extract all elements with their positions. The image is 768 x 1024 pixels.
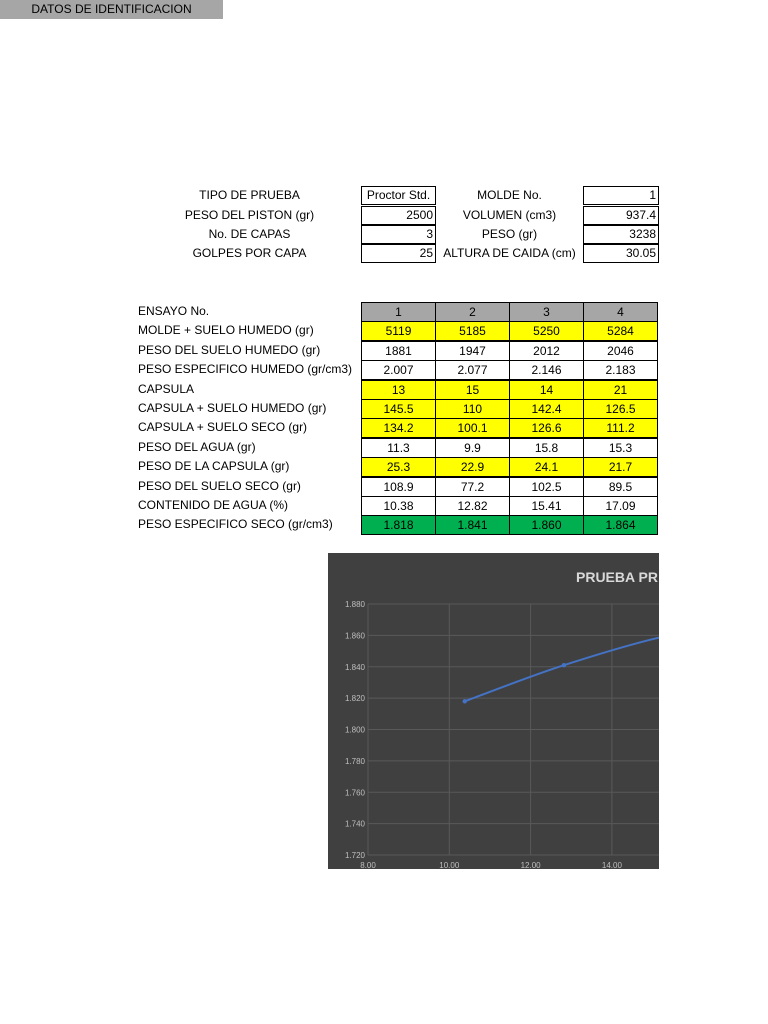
test-cell: 5250 [509,321,584,341]
id-left-value: Proctor Std. [361,186,436,205]
test-row-label: CAPSULA + SUELO HUMEDO (gr) [138,401,327,415]
test-cell: 77.2 [435,477,510,497]
test-cell: 1.841 [435,515,510,535]
test-row-label: PESO DEL SUELO HUMEDO (gr) [138,343,321,357]
test-cell: 134.2 [361,418,436,438]
test-cell: 1 [361,302,436,322]
id-right-label: MOLDE No. [477,188,542,202]
y-tick-label: 1.840 [344,662,365,672]
id-right-value: 937.4 [583,206,659,225]
test-cell: 21 [583,380,658,400]
test-cell: 22.9 [435,457,510,477]
test-cell: 1.818 [361,515,436,535]
chart-title: PRUEBA PR [576,569,658,585]
id-left-value: 3 [361,225,436,244]
test-cell: 111.2 [583,418,658,438]
y-tick-label: 1.760 [344,788,365,798]
test-cell: 142.4 [509,399,584,419]
id-left-label: GOLPES POR CAPA [192,246,307,260]
test-cell: 2012 [509,341,584,361]
test-cell: 145.5 [361,399,436,419]
test-cell: 10.38 [361,496,436,516]
test-cell: 89.5 [583,477,658,497]
test-cell: 5185 [435,321,510,341]
id-left-label: TIPO DE PRUEBA [199,188,300,202]
id-left-label: PESO DEL PISTON (gr) [184,208,315,222]
test-cell: 126.6 [509,418,584,438]
test-row-label: PESO DEL AGUA (gr) [138,440,256,454]
test-cell: 5119 [361,321,436,341]
test-cell: 24.1 [509,457,584,477]
test-cell: 2.077 [435,360,510,380]
test-cell: 17.09 [583,496,658,516]
test-cell: 110 [435,399,510,419]
y-tick-label: 1.780 [344,756,365,766]
id-right-value: 30.05 [583,244,659,263]
test-cell: 2.183 [583,360,658,380]
test-cell: 15 [435,380,510,400]
test-cell: 21.7 [583,457,658,477]
test-cell: 15.41 [509,496,584,516]
test-cell: 2 [435,302,510,322]
data-point [562,663,566,667]
y-tick-label: 1.800 [344,725,365,735]
id-right-value: 3238 [583,225,659,244]
id-right-value: 1 [583,186,659,205]
test-cell: 15.8 [509,438,584,458]
test-cell: 13 [361,380,436,400]
test-cell: 2.146 [509,360,584,380]
test-cell: 1.864 [583,515,658,535]
test-cell: 15.3 [583,438,658,458]
test-cell: 2046 [583,341,658,361]
test-cell: 4 [583,302,658,322]
id-left-label: No. DE CAPAS [208,227,291,241]
data-point [463,699,467,703]
id-right-label: PESO (gr) [481,227,538,241]
test-cell: 102.5 [509,477,584,497]
test-row-label: ENSAYO No. [138,304,210,318]
x-tick-label: 12.00 [520,861,541,869]
x-tick-label: 14.00 [601,861,622,869]
test-cell: 12.82 [435,496,510,516]
test-cell: 2.007 [361,360,436,380]
test-cell: 3 [509,302,584,322]
y-tick-label: 1.860 [344,631,365,641]
test-cell: 11.3 [361,438,436,458]
test-cell: 14 [509,380,584,400]
test-cell: 1.860 [509,515,584,535]
id-left-value: 2500 [361,206,436,225]
id-left-value: 25 [361,244,436,263]
x-tick-label: 10.00 [439,861,460,869]
y-tick-label: 1.740 [344,819,365,829]
y-tick-label: 1.820 [344,694,365,704]
test-row-label: PESO DE LA CAPSULA (gr) [138,459,290,473]
test-row-label: PESO ESPECIFICO HUMEDO (gr/cm3) [138,362,353,376]
test-row-label: CONTENIDO DE AGUA (%) [138,498,289,512]
y-tick-label: 1.880 [344,600,365,609]
test-cell: 126.5 [583,399,658,419]
id-right-label: VOLUMEN (cm3) [462,208,557,222]
identification-header: DATOS DE IDENTIFICACION [0,0,223,19]
test-cell: 5284 [583,321,658,341]
test-row-label: PESO ESPECIFICO SECO (gr/cm3) [138,517,333,531]
test-row-label: MOLDE + SUELO HUMEDO (gr) [138,323,314,337]
test-cell: 108.9 [361,477,436,497]
test-cell: 9.9 [435,438,510,458]
x-tick-label: 8.00 [360,861,376,869]
test-row-label: CAPSULA + SUELO SECO (gr) [138,420,308,434]
chart-svg [328,553,659,869]
test-cell: 100.1 [435,418,510,438]
test-cell: 25.3 [361,457,436,477]
test-cell: 1881 [361,341,436,361]
test-cell: 1947 [435,341,510,361]
test-row-label: PESO DEL SUELO SECO (gr) [138,479,301,493]
test-row-label: CAPSULA [138,382,195,396]
compaction-chart [328,553,659,869]
id-right-label: ALTURA DE CAIDA (cm) [443,246,576,260]
y-tick-label: 1.720 [344,851,365,860]
